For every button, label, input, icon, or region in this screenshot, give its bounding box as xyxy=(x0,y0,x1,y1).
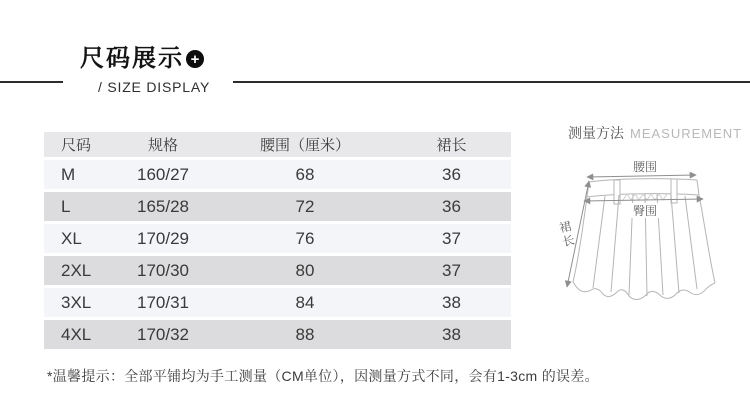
skirt-right-edge xyxy=(699,195,715,283)
skirt-outline xyxy=(573,179,715,300)
cell-waist: 84 xyxy=(295,292,315,312)
cell-size: M xyxy=(61,164,76,184)
skirt-left-edge xyxy=(573,197,587,282)
table-row xyxy=(44,320,511,349)
cell-length: 37 xyxy=(442,228,461,248)
cell-waist: 88 xyxy=(295,324,315,344)
cell-spec: 170/30 xyxy=(137,260,189,280)
length-label xyxy=(558,219,576,249)
page-subtitle: / SIZE DISPLAY xyxy=(98,79,214,95)
waistband-right-edge xyxy=(697,180,699,195)
plus-circle-icon: + xyxy=(186,50,204,68)
cell-waist: 80 xyxy=(295,260,315,280)
page-title xyxy=(80,45,214,73)
table-row xyxy=(44,160,511,189)
cell-waist: 76 xyxy=(295,228,315,248)
waistband-top xyxy=(589,179,697,182)
cell-length: 38 xyxy=(442,324,461,344)
cell-length: 36 xyxy=(442,164,461,184)
measurement-disclaimer: *温馨提示：全部平铺均为手工测量（CM单位），因测量方式不同，会有1-3cm 的误差。 xyxy=(47,368,599,384)
cell-size: 3XL xyxy=(61,292,92,312)
size-table xyxy=(44,132,511,352)
length-label-char-2: 长 xyxy=(561,232,577,249)
waist-label: 腰围 xyxy=(632,160,658,174)
cell-spec: 160/27 xyxy=(137,164,189,184)
cell-length: 36 xyxy=(442,196,461,216)
length-label-char-1: 裙 xyxy=(557,219,573,236)
table-row xyxy=(44,224,511,253)
skirt-hem xyxy=(573,282,715,300)
skirt-measurement-diagram xyxy=(557,156,747,306)
waist-arrow xyxy=(587,175,696,177)
table-row xyxy=(44,288,511,317)
table-header-row xyxy=(44,132,511,157)
cell-size: L xyxy=(61,196,71,216)
cell-spec: 170/32 xyxy=(137,324,189,344)
cell-size: XL xyxy=(61,228,82,248)
measurement-title xyxy=(568,123,742,143)
cell-size: 2XL xyxy=(61,260,92,280)
cell-spec: 165/28 xyxy=(137,196,189,216)
measurement-label-en: MEASUREMENT xyxy=(630,126,743,141)
header xyxy=(80,45,214,95)
cell-spec: 170/31 xyxy=(137,292,189,312)
header-rule-left xyxy=(0,81,63,83)
cell-length: 37 xyxy=(442,260,461,280)
header-rule-right xyxy=(233,81,750,83)
column-header-spec: 规格 xyxy=(147,137,178,154)
table-row xyxy=(44,192,511,221)
hip-label: 臀围 xyxy=(632,204,658,218)
cell-length: 38 xyxy=(442,292,461,312)
cell-waist: 72 xyxy=(295,196,315,216)
column-header-size: 尺码 xyxy=(61,137,92,154)
cell-spec: 170/29 xyxy=(137,228,189,248)
column-header-length: 裙长 xyxy=(436,137,467,154)
page-title-text: 尺码展示 xyxy=(80,45,184,72)
cell-waist: 68 xyxy=(295,164,315,184)
cell-size: 4XL xyxy=(61,324,92,344)
column-header-waist: 腰围（厘米） xyxy=(259,137,350,154)
measurement-label-cn: 测量方法 xyxy=(568,125,624,141)
table-row xyxy=(44,256,511,285)
